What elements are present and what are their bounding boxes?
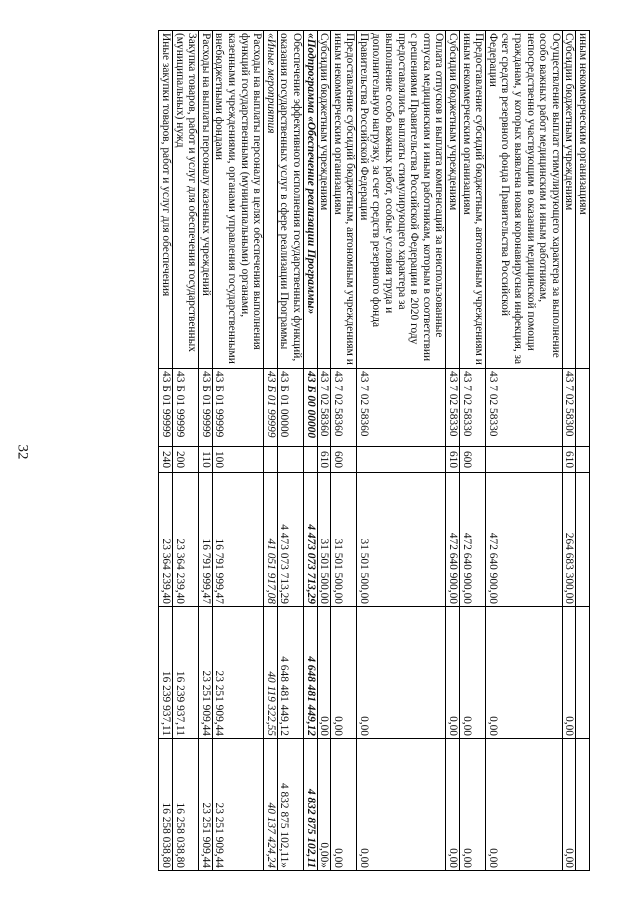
- row-name: Обеспечение эффективного исполнения государственных функций, оказания государственных услуг в сфере реализации Программы: [277, 31, 303, 369]
- budget-table: [158, 30, 590, 871]
- row-amount-1: 472 640 900,00: [486, 473, 563, 607]
- row-amount-1: 264 683 300,00: [562, 473, 576, 607]
- row-expense-type: [576, 447, 590, 473]
- row-code: 43 7 02 58360: [357, 369, 446, 447]
- table-row: [199, 31, 213, 871]
- row-amount-2: 0,00: [317, 607, 331, 739]
- table-row: [303, 31, 317, 871]
- row-expense-type: 200: [173, 447, 199, 473]
- row-code: 43 7 02 58330: [446, 369, 460, 447]
- row-amount-2: 16 239 937,11: [173, 607, 199, 739]
- row-amount-1: 4 473 073 713,29: [277, 473, 303, 607]
- row-code: 43 7 02 58330: [460, 369, 486, 447]
- row-code: 43 Б 01 99999: [264, 369, 278, 447]
- row-amount-1: 472 640 900,00: [446, 473, 460, 607]
- row-name: Иные закупки товаров, работ и услуг для обеспечения: [159, 31, 173, 369]
- row-code: 43 Б 01 00000: [277, 369, 303, 447]
- row-name: иным некоммерческим организациям: [576, 31, 590, 369]
- row-amount-2: [576, 607, 590, 739]
- row-code: 43 7 02 58360: [317, 369, 331, 447]
- row-expense-type: [303, 447, 317, 473]
- row-expense-type: 100: [212, 447, 263, 473]
- row-name: Расходы на выплаты персоналу казенных учреждений: [199, 31, 213, 369]
- row-expense-type: 610: [317, 447, 331, 473]
- row-amount-1: 31 501 500,00: [331, 473, 357, 607]
- row-amount-1: 41 051 917,08: [264, 473, 278, 607]
- table-row: [460, 31, 486, 871]
- table-row: [331, 31, 357, 871]
- row-code: 43 Б 01 99999: [212, 369, 263, 447]
- row-expense-type: [277, 447, 303, 473]
- row-name: Оплата отпусков и выплата компенсаций за неиспользованные отпуска медицинским и иным работникам, которым в соответствии с решениями Правительства Российской Федерации в 2020 году предоставлялись выплаты стимулирующего характера за выполнение особо важных работ, особые условия труда и дополнительную нагрузку, за счет средств резервного фонда Правительства Российской Федерации: [357, 31, 446, 369]
- row-amount-3: 0,00: [357, 739, 446, 871]
- row-amount-1: 31 501 500,00: [317, 473, 331, 607]
- row-amount-1: 23 364 239,40: [159, 473, 173, 607]
- row-amount-3: 23 251 909,44: [199, 739, 213, 871]
- budget-table-body: [159, 31, 590, 871]
- table-row: [486, 31, 563, 871]
- row-amount-2: 4 648 481 449,12: [277, 607, 303, 739]
- row-amount-3: 0,00: [486, 739, 563, 871]
- row-code: 43 Б 01 99999: [199, 369, 213, 447]
- row-amount-1: 472 640 900,00: [460, 473, 486, 607]
- row-code: 43 Б 00 00000: [303, 369, 317, 447]
- row-expense-type: 600: [460, 447, 486, 473]
- rotated-page-content: [158, 30, 590, 870]
- row-name: Расходы на выплаты персоналу в целях обеспечения выполнения функций государственными (муниципальными) органами, казенными учреждениями, органами управления государственными внебюджетными фондами: [212, 31, 263, 369]
- row-code: 43 7 02 58300: [562, 369, 576, 447]
- row-code: 43 Б 01 99999: [159, 369, 173, 447]
- table-row: [357, 31, 446, 871]
- row-amount-2: 4 648 481 449,12: [303, 607, 317, 739]
- row-amount-1: [576, 473, 590, 607]
- row-amount-2: 0,00: [562, 607, 576, 739]
- row-expense-type: 610: [446, 447, 460, 473]
- row-code: 43 7 02 58360: [331, 369, 357, 447]
- row-amount-1: 16 791 999,47: [199, 473, 213, 607]
- row-expense-type: [486, 447, 563, 473]
- row-code: [576, 369, 590, 447]
- table-row: [317, 31, 331, 871]
- table-row: [277, 31, 303, 871]
- row-amount-2: 40 119 322,55: [264, 607, 278, 739]
- row-amount-3: 4 832 875 102,11»: [277, 739, 303, 871]
- row-amount-2: 23 251 909,44: [199, 607, 213, 739]
- page-number: 32: [14, 444, 31, 460]
- row-amount-3: 0,00: [562, 739, 576, 871]
- row-name: «Подпрограмма «Обеспечение реализации Программы»: [303, 31, 317, 369]
- row-amount-1: 16 791 999,47: [212, 473, 263, 607]
- row-amount-1: 4 473 073 713,29: [303, 473, 317, 607]
- row-expense-type: 240: [159, 447, 173, 473]
- table-row: [159, 31, 173, 871]
- row-amount-3: 0,00: [446, 739, 460, 871]
- row-amount-2: 23 251 909,44: [212, 607, 263, 739]
- row-name: Предоставление субсидий бюджетным, автономным учреждениям и иным некоммерческим организациям: [460, 31, 486, 369]
- row-amount-3: 0,00»: [317, 739, 331, 871]
- row-expense-type: 610: [562, 447, 576, 473]
- row-expense-type: [357, 447, 446, 473]
- row-code: 43 Б 01 99999: [173, 369, 199, 447]
- table-row: [264, 31, 278, 871]
- row-amount-3: 4 832 875 102,11: [303, 739, 317, 871]
- row-amount-3: 0,00: [460, 739, 486, 871]
- row-amount-3: 23 251 909,44: [212, 739, 263, 871]
- row-name: Осуществление выплат стимулирующего характера за выполнение особо важных работ медицинским и иным работникам, непосредственно участвующим в оказании медицинской помощи гражданам, у которых выявлена новая коронавирусная инфекция, за счет средств резервного фонда Правительства Российской Федерации: [486, 31, 563, 369]
- row-amount-3: [576, 739, 590, 871]
- row-amount-3: 0,00: [331, 739, 357, 871]
- row-amount-2: 0,00: [357, 607, 446, 739]
- row-amount-2: 0,00: [446, 607, 460, 739]
- row-name: Субсидии бюджетным учреждениям: [317, 31, 331, 369]
- row-code: 43 7 02 58330: [486, 369, 563, 447]
- row-amount-1: 23 364 239,40: [173, 473, 199, 607]
- table-row: [446, 31, 460, 871]
- row-name: «Иные мероприятия: [264, 31, 278, 369]
- row-amount-2: 0,00: [331, 607, 357, 739]
- row-amount-2: 0,00: [486, 607, 563, 739]
- row-amount-3: 16 258 038,80: [159, 739, 173, 871]
- row-expense-type: [264, 447, 278, 473]
- table-row: [576, 31, 590, 871]
- row-name: Субсидии бюджетным учреждениям: [562, 31, 576, 369]
- row-name: Закупка товаров, работ и услуг для обеспечения государственных (муниципальных) нужд: [173, 31, 199, 369]
- row-expense-type: 600: [331, 447, 357, 473]
- row-amount-1: 31 501 500,00: [357, 473, 446, 607]
- row-amount-2: 16 239 937,11: [159, 607, 173, 739]
- table-row: [212, 31, 263, 871]
- row-amount-3: 16 258 038,80: [173, 739, 199, 871]
- table-row: [173, 31, 199, 871]
- row-amount-2: 0,00: [460, 607, 486, 739]
- row-name: Предоставление субсидий бюджетным, автономным учреждениям и иным некоммерческим организациям: [331, 31, 357, 369]
- row-amount-3: 40 137 424,24: [264, 739, 278, 871]
- row-name: Субсидии бюджетным учреждениям: [446, 31, 460, 369]
- table-row: [562, 31, 576, 871]
- row-expense-type: 110: [199, 447, 213, 473]
